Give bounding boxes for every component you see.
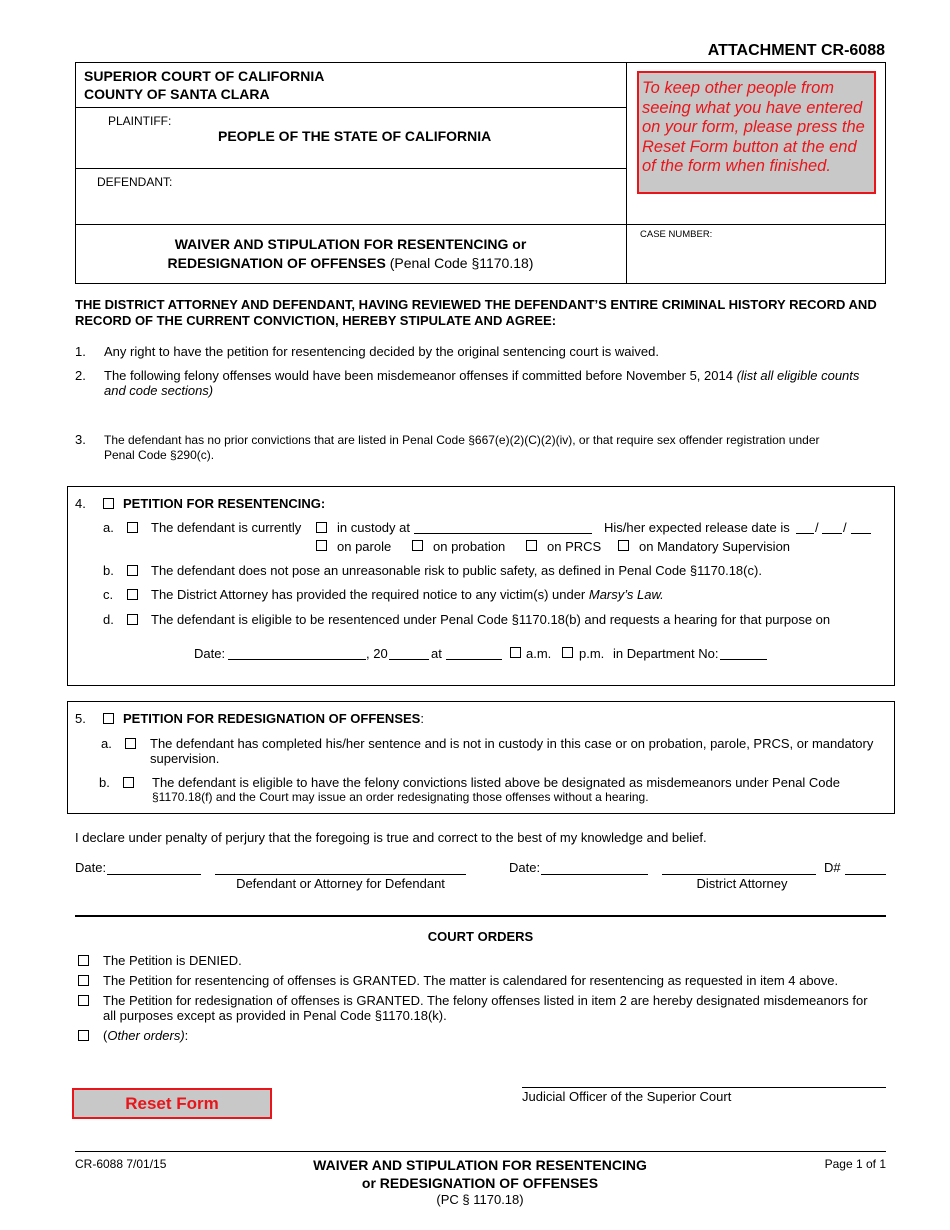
order-redesignation-text-cont: all purposes except as provided in Penal Code §1170.18(k). <box>103 1008 447 1023</box>
item-5b-checkbox[interactable] <box>123 777 134 788</box>
signature-date-label-left: Date: <box>75 860 107 875</box>
privacy-notice: To keep other people from seeing what you have entered on your form, please press the Reset Form button at the end of the form when finished. <box>637 71 876 194</box>
on-mandatory-supervision-label: on Mandatory Supervision <box>639 539 791 554</box>
item-5b-text: The defendant is eligible to have the felony convictions listed above be designated as misdemeanors under Penal Code <box>152 775 840 790</box>
item-5a-text-cont: supervision. <box>150 751 220 766</box>
order-resentencing-text: The Petition for resentencing of offenses is GRANTED. The matter is calendared for resentencing as requested in item 4 above. <box>103 973 839 988</box>
item-2-text: The following felony offenses would have been misdemeanor offenses if committed before November 5, 2014 (list all eligible counts <box>104 368 860 383</box>
order-redesignation-text: The Petition for redesignation of offenses is GRANTED. The felony offenses listed in item 2 are hereby designated misdemeanors for <box>103 993 868 1008</box>
am-checkbox[interactable] <box>510 647 521 658</box>
order-resentencing-checkbox[interactable] <box>78 975 89 986</box>
item-4c-checkbox[interactable] <box>127 589 138 600</box>
hearing-date-label: Date: <box>194 646 226 661</box>
attachment-title: ATTACHMENT CR-6088 <box>707 42 885 59</box>
da-date-field[interactable] <box>541 874 648 875</box>
hearing-at-label: at <box>431 646 442 661</box>
court-orders-divider <box>75 915 886 917</box>
footer-divider <box>75 1151 886 1152</box>
in-custody-checkbox[interactable] <box>316 522 327 533</box>
item-4d-checkbox[interactable] <box>127 614 138 625</box>
order-other-text: (Other orders): <box>103 1028 189 1043</box>
court-name-line2: COUNTY OF SANTA CLARA <box>84 86 270 102</box>
plaintiff-label: PLAINTIFF: <box>108 114 172 128</box>
defendant-label: DEFENDANT: <box>97 175 173 189</box>
page-number: Page 1 of 1 <box>824 1157 886 1171</box>
item-4b-checkbox[interactable] <box>127 565 138 576</box>
department-field[interactable] <box>720 659 767 660</box>
item-4c-text: The District Attorney has provided the required notice to any victim(s) under Marsy’s Law. <box>151 587 664 602</box>
plaintiff-name: PEOPLE OF THE STATE OF CALIFORNIA <box>218 128 492 144</box>
judicial-officer-caption: Judicial Officer of the Superior Court <box>522 1089 732 1104</box>
perjury-declaration: I declare under penalty of perjury that the foregoing is true and correct to the best of my knowledge and belief. <box>75 830 707 845</box>
order-redesignation-checkbox[interactable] <box>78 995 89 1006</box>
on-prcs-checkbox[interactable] <box>526 540 537 551</box>
item-2-text-cont: and code sections) <box>104 383 214 398</box>
release-day-field[interactable] <box>822 533 842 534</box>
item-5a-checkbox[interactable] <box>125 738 136 749</box>
section-4-number: 4. <box>75 496 86 511</box>
pm-label: p.m. <box>579 646 605 661</box>
d-number-label: D# <box>824 860 841 875</box>
item-4b-text: The defendant does not pose an unreasonable risk to public safety, as defined in Penal Code §1170.18(c). <box>151 563 762 578</box>
on-prcs-label: on PRCS <box>547 539 602 554</box>
item-4c-label: c. <box>103 587 114 602</box>
custody-location-field[interactable] <box>414 533 592 534</box>
section-4-box <box>67 486 895 686</box>
order-other-checkbox[interactable] <box>78 1030 89 1041</box>
item-2-number: 2. <box>75 368 86 383</box>
form-title-line2: REDESIGNATION OF OFFENSES (Penal Code §1170.18) <box>167 255 534 271</box>
form-title-line1: WAIVER AND STIPULATION FOR RESENTENCING or <box>174 236 527 252</box>
item-3-number: 3. <box>75 432 86 447</box>
on-parole-checkbox[interactable] <box>316 540 327 551</box>
hearing-time-field[interactable] <box>446 659 502 660</box>
resentencing-checkbox[interactable] <box>103 498 114 509</box>
pm-checkbox[interactable] <box>562 647 573 658</box>
on-mandatory-supervision-checkbox[interactable] <box>618 540 629 551</box>
item-3-text-cont: Penal Code §290(c). <box>104 448 215 462</box>
item-4d-text: The defendant is eligible to be resentenced under Penal Code §1170.18(b) and requests a hearing for that purpose on <box>151 612 831 627</box>
defendant-signature-field[interactable] <box>215 874 466 875</box>
hearing-year-field[interactable] <box>389 659 429 660</box>
stipulation-intro: THE DISTRICT ATTORNEY AND DEFENDANT, HAVING REVIEWED THE DEFENDANT’S ENTIRE CRIMINAL HISTORY RECORD AND RECORD OF THE CURRENT CONVICTION, HEREBY STIPULATE AND AGREE: <box>75 297 877 328</box>
signature-date-label-right: Date: <box>509 860 541 875</box>
da-signature-caption: District Attorney <box>696 876 788 891</box>
item-1-number: 1. <box>75 344 86 359</box>
item-4a-text: The defendant is currently <box>151 520 302 535</box>
item-4a-label: a. <box>103 520 114 535</box>
order-denied-checkbox[interactable] <box>78 955 89 966</box>
reset-form-button[interactable]: Reset Form <box>72 1088 272 1119</box>
item-5b-text-cont: §1170.18(f) and the Court may issue an order redesignating those offenses without a hearing. <box>152 790 649 804</box>
hearing-year-prefix: , 20 <box>366 646 388 661</box>
on-probation-checkbox[interactable] <box>412 540 423 551</box>
redesignation-checkbox[interactable] <box>103 713 114 724</box>
court-name-line1: SUPERIOR COURT OF CALIFORNIA <box>84 68 325 84</box>
footer-title-line1: WAIVER AND STIPULATION FOR RESENTENCING <box>313 1157 647 1173</box>
item-3-text: The defendant has no prior convictions that are listed in Penal Code §667(e)(2)(C)(2)(iv), or that require sex offender registration under <box>104 433 820 447</box>
da-signature-field[interactable] <box>662 874 816 875</box>
item-4a-checkbox[interactable] <box>127 522 138 533</box>
section-4-title: PETITION FOR RESENTENCING: <box>123 496 326 511</box>
in-custody-label: in custody at <box>337 520 410 535</box>
d-number-field[interactable] <box>845 874 886 875</box>
release-date-label: His/her expected release date is <box>604 520 790 535</box>
judicial-officer-signature-field[interactable] <box>522 1087 886 1088</box>
release-year-field[interactable] <box>851 533 871 534</box>
item-5a-label: a. <box>101 736 112 751</box>
form-id: CR-6088 7/01/15 <box>75 1157 167 1171</box>
footer-title-line3: (PC § 1170.18) <box>436 1192 524 1207</box>
item-4b-label: b. <box>103 563 114 578</box>
defendant-date-field[interactable] <box>107 874 201 875</box>
item-5a-text: The defendant has completed his/her sentence and is not in custody in this case or on probation, parole, PRCS, or mandatory <box>150 736 874 751</box>
item-1-text: Any right to have the petition for resentencing decided by the original sentencing court is waived. <box>104 344 660 359</box>
on-parole-label: on parole <box>337 539 392 554</box>
order-denied-text: The Petition is DENIED. <box>103 953 242 968</box>
court-orders-title: COURT ORDERS <box>427 929 534 944</box>
section-5-title: PETITION FOR REDESIGNATION OF OFFENSES: <box>123 711 424 726</box>
item-5b-label: b. <box>99 775 110 790</box>
on-probation-label: on probation <box>433 539 506 554</box>
hearing-date-field[interactable] <box>228 659 366 660</box>
section-5-number: 5. <box>75 711 86 726</box>
defendant-signature-caption: Defendant or Attorney for Defendant <box>236 876 445 891</box>
footer-title-line2: or REDESIGNATION OF OFFENSES <box>361 1175 599 1191</box>
department-label: in Department No: <box>613 646 719 661</box>
am-label: a.m. <box>526 646 552 661</box>
item-4d-label: d. <box>103 612 114 627</box>
release-month-field[interactable] <box>796 533 814 534</box>
case-number-label: CASE NUMBER: <box>640 229 713 240</box>
